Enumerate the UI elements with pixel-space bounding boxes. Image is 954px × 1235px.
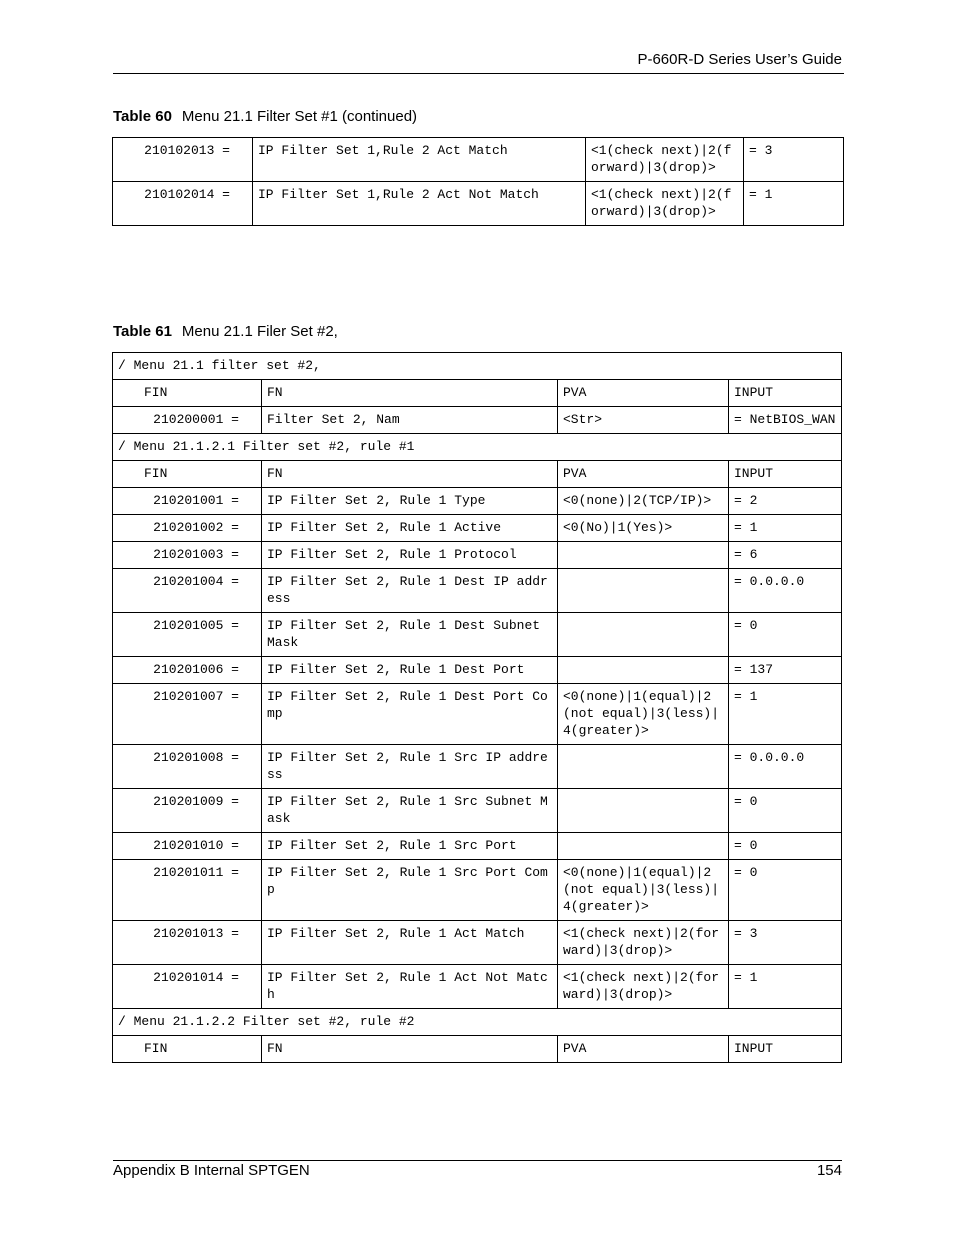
fin-cell: 210102014 =	[113, 182, 253, 226]
column-header-row	[113, 380, 842, 407]
fn-cell: IP Filter Set 2, Rule 1 Src Subnet Mask	[262, 789, 558, 833]
table-row	[113, 833, 842, 860]
column-header-fin: FIN	[113, 1036, 262, 1063]
fn-cell: IP Filter Set 2, Rule 1 Act Match	[262, 921, 558, 965]
fn-cell: IP Filter Set 2, Rule 1 Dest IP address	[262, 569, 558, 613]
table60-label: Table 60	[113, 108, 172, 125]
section-header-row	[113, 1009, 842, 1036]
table-row	[113, 745, 842, 789]
table-row	[113, 684, 842, 745]
table-row	[113, 657, 842, 684]
pva-cell: <0(none)|1(equal)|2(not equal)|3(less)|4(greater)>	[558, 684, 729, 745]
table-row	[113, 965, 842, 1009]
fin-cell: 210201008 =	[113, 745, 262, 789]
column-header-fin: FIN	[113, 461, 262, 488]
section-title: / Menu 21.1 filter set #2,	[113, 353, 842, 380]
section-header-row	[113, 353, 842, 380]
fin-cell: 210201014 =	[113, 965, 262, 1009]
column-header-input: INPUT	[729, 461, 842, 488]
table-row	[113, 407, 842, 434]
pva-cell: <1(check next)|2(forward)|3(drop)>	[558, 965, 729, 1009]
column-header-pva: PVA	[558, 1036, 729, 1063]
table-row	[113, 138, 844, 182]
column-header-fn: FN	[262, 380, 558, 407]
fn-cell: IP Filter Set 2, Rule 1 Dest Subnet Mask	[262, 613, 558, 657]
header-rule	[113, 73, 844, 74]
pva-cell	[558, 613, 729, 657]
fin-cell: 210201009 =	[113, 789, 262, 833]
table61-title: Menu 21.1 Filer Set #2,	[181, 323, 338, 340]
column-header-row	[113, 1036, 842, 1063]
footer-section: Appendix B Internal SPTGEN	[113, 1162, 310, 1179]
table-row	[113, 182, 844, 226]
fn-cell: IP Filter Set 1,Rule 2 Act Match	[253, 138, 586, 182]
column-header-input: INPUT	[729, 1036, 842, 1063]
pva-cell	[558, 833, 729, 860]
table-61	[112, 352, 842, 1063]
running-header: P-660R-D Series User’s Guide	[637, 51, 842, 68]
column-header-pva: PVA	[558, 380, 729, 407]
fn-cell: IP Filter Set 2, Rule 1 Dest Port	[262, 657, 558, 684]
section-title: / Menu 21.1.2.2 Filter set #2, rule #2	[113, 1009, 842, 1036]
section-header-row	[113, 434, 842, 461]
table60-caption	[113, 108, 417, 125]
fin-cell: 210102013 =	[113, 138, 253, 182]
table-60	[112, 137, 844, 226]
table-row	[113, 569, 842, 613]
fn-cell: IP Filter Set 2, Rule 1 Src Port Comp	[262, 860, 558, 921]
pva-cell	[558, 789, 729, 833]
table-61-body	[113, 353, 842, 1063]
column-header-row	[113, 461, 842, 488]
fn-cell: IP Filter Set 1,Rule 2 Act Not Match	[253, 182, 586, 226]
input-cell: = 0	[729, 860, 842, 921]
fn-cell: Filter Set 2, Nam	[262, 407, 558, 434]
pva-cell: <1(check next)|2(forward)|3(drop)>	[558, 921, 729, 965]
fin-cell: 210201004 =	[113, 569, 262, 613]
input-cell: = 3	[729, 921, 842, 965]
input-cell: = 0	[729, 833, 842, 860]
pva-cell	[558, 569, 729, 613]
fin-cell: 210201003 =	[113, 542, 262, 569]
input-cell: = NetBIOS_WAN	[729, 407, 842, 434]
fin-cell: 210201001 =	[113, 488, 262, 515]
table-row	[113, 921, 842, 965]
table-row	[113, 789, 842, 833]
pva-cell: <1(check next)|2(forward)|3(drop)>	[586, 138, 744, 182]
table-row	[113, 488, 842, 515]
column-header-fin: FIN	[113, 380, 262, 407]
column-header-fn: FN	[262, 461, 558, 488]
table60-title: Menu 21.1 Filter Set #1 (continued)	[181, 108, 418, 125]
input-cell: = 0.0.0.0	[729, 745, 842, 789]
input-cell: = 1	[729, 515, 842, 542]
fin-cell: 210201007 =	[113, 684, 262, 745]
section-title: / Menu 21.1.2.1 Filter set #2, rule #1	[113, 434, 842, 461]
fn-cell: IP Filter Set 2, Rule 1 Dest Port Comp	[262, 684, 558, 745]
fin-cell: 210201006 =	[113, 657, 262, 684]
table-row	[113, 515, 842, 542]
input-cell: = 0	[729, 613, 842, 657]
page-number: 154	[816, 1162, 842, 1179]
table-row	[113, 542, 842, 569]
pva-cell	[558, 542, 729, 569]
fin-cell: 210201011 =	[113, 860, 262, 921]
fn-cell: IP Filter Set 2, Rule 1 Src Port	[262, 833, 558, 860]
pva-cell: <0(No)|1(Yes)>	[558, 515, 729, 542]
pva-cell: <0(none)|1(equal)|2(not equal)|3(less)|4(greater)>	[558, 860, 729, 921]
input-cell: = 1	[729, 965, 842, 1009]
table61-label: Table 61	[113, 323, 172, 340]
pva-cell: <1(check next)|2(forward)|3(drop)>	[586, 182, 744, 226]
fin-cell: 210201005 =	[113, 613, 262, 657]
input-cell: = 0.0.0.0	[729, 569, 842, 613]
table-60-body	[113, 138, 844, 226]
input-cell: = 1	[729, 684, 842, 745]
footer-rule	[113, 1160, 842, 1161]
input-cell: = 1	[744, 182, 844, 226]
fn-cell: IP Filter Set 2, Rule 1 Act Not Match	[262, 965, 558, 1009]
column-header-fn: FN	[262, 1036, 558, 1063]
pva-cell	[558, 745, 729, 789]
input-cell: = 3	[744, 138, 844, 182]
pva-cell: <0(none)|2(TCP/IP)>	[558, 488, 729, 515]
fn-cell: IP Filter Set 2, Rule 1 Active	[262, 515, 558, 542]
fin-cell: 210200001 =	[113, 407, 262, 434]
table-row	[113, 860, 842, 921]
input-cell: = 6	[729, 542, 842, 569]
fn-cell: IP Filter Set 2, Rule 1 Protocol	[262, 542, 558, 569]
column-header-pva: PVA	[558, 461, 729, 488]
input-cell: = 0	[729, 789, 842, 833]
pva-cell	[558, 657, 729, 684]
input-cell: = 137	[729, 657, 842, 684]
fin-cell: 210201002 =	[113, 515, 262, 542]
input-cell: = 2	[729, 488, 842, 515]
fn-cell: IP Filter Set 2, Rule 1 Type	[262, 488, 558, 515]
column-header-input: INPUT	[729, 380, 842, 407]
table-row	[113, 613, 842, 657]
table61-caption	[113, 323, 338, 340]
fin-cell: 210201010 =	[113, 833, 262, 860]
fin-cell: 210201013 =	[113, 921, 262, 965]
fn-cell: IP Filter Set 2, Rule 1 Src IP address	[262, 745, 558, 789]
pva-cell: <Str>	[558, 407, 729, 434]
